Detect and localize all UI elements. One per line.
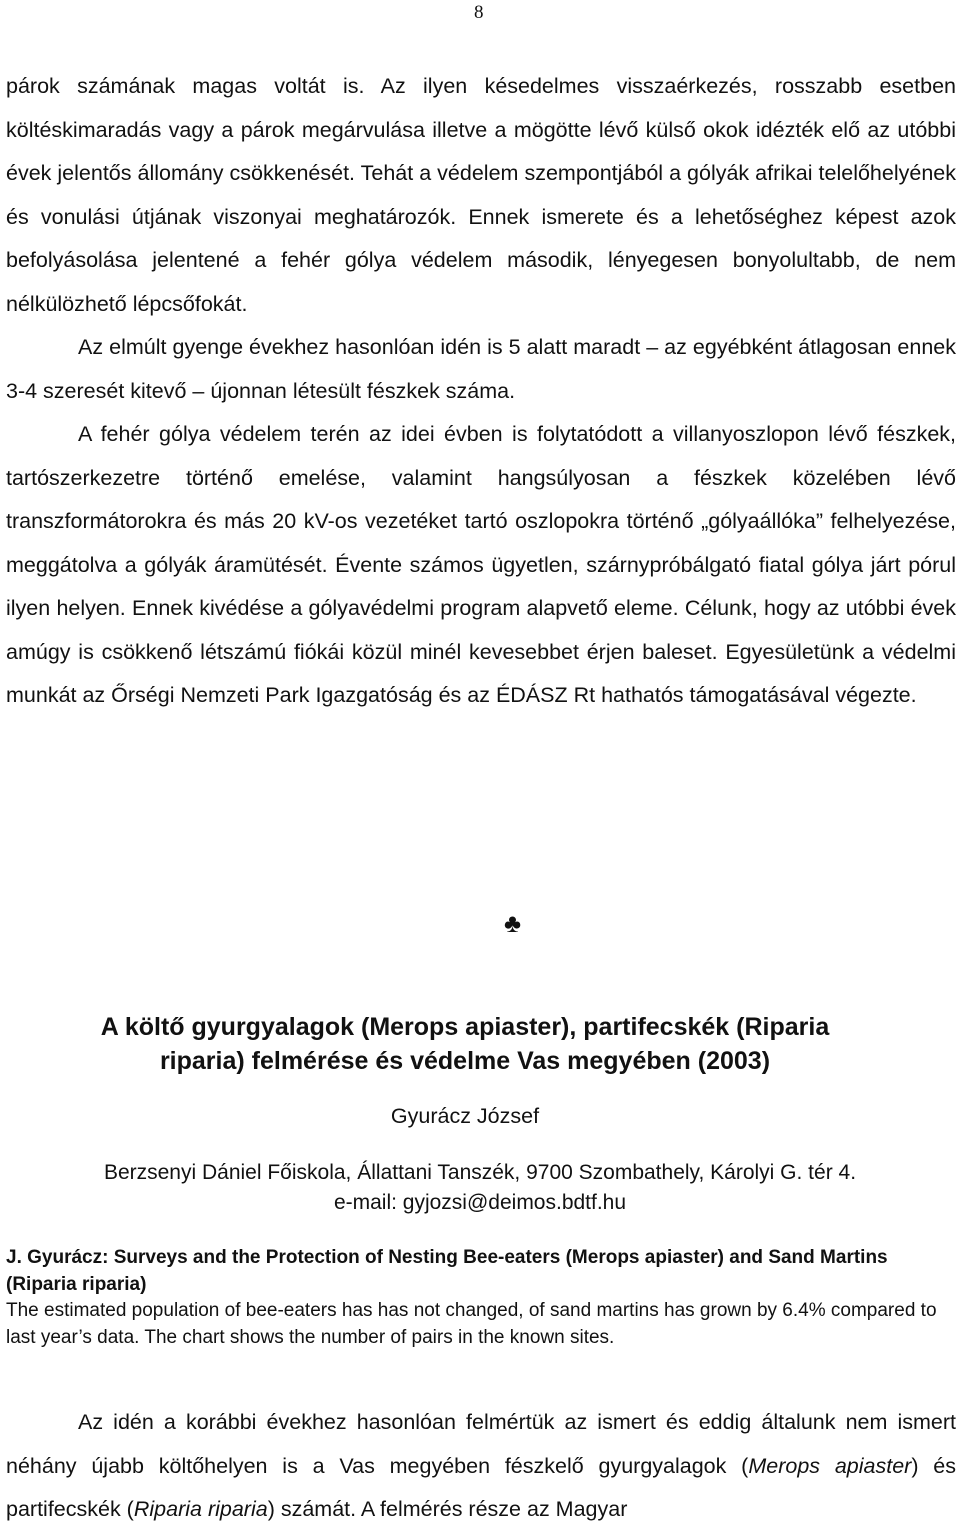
paragraph: párok számának magas voltát is. Az ilyen késedelmes visszaérkezés, rosszabb esetben költéskimaradás vagy a párok megárvulása illetve a mögötte lévő külső okok idézték elő az utóbbi évek jelentős állomány csökkenését. Tehát a védelem szempontjából a gólyák afrikai telelőhelyének és vonulási útjának viszonyai meghatározók. Ennek ismerete és a lehetőséghez képest azok befolyásolása jelentené a fehér gólya védelem második, lényegesen bonyolultabb, de nem nélkülözhető lépcsőfokát. xyxy=(6,74,956,316)
affiliation-block xyxy=(0,1158,960,1218)
club-suit-icon: ♣ xyxy=(504,908,522,938)
article-title xyxy=(0,1010,930,1078)
paragraph: A fehér gólya védelem terén az idei évben is folytatódott a villanyoszlopon lévő fészkek, tartószerkezetre történő emelése, valamint hangsúlyosan a fészkek közelében lévő transzformátorokra és más 20 kV-os vezetéket tartó oszlopokra történő „gólyaállóka” felhelyezése, meggátolva a gólyák áramütését. Évente számos ügyetlen, szárnypróbálgató fiatal gólya járt pórul ilyen helyen. Ennek kivédése a gólyavédelmi program alapvető eleme. Célunk, hogy az utóbbi évek amúgy is csökkenő létszámú fiókái közül minél kevesebbet érjen baleset. Egyesületünk a védelmi munkát az Őrségi Nemzeti Park Igazgatóság és az ÉDÁSZ Rt hathatós támogatásával végezte. xyxy=(6,422,956,707)
author: Gyurácz József xyxy=(390,1104,540,1128)
species-name: Merops apiaster xyxy=(748,1453,912,1478)
text-run: ) számát. A felmérés része az Magyar xyxy=(267,1497,628,1521)
email: e-mail: gyjozsi@deimos.bdtf.hu xyxy=(333,1191,627,1214)
english-abstract xyxy=(6,1245,956,1351)
intro-section xyxy=(6,65,956,718)
text-run: Az idén a korábbi évekhez hasonlóan felmértük az ismert és eddig általunk nem ismert néhány újabb költőhelyen is a Vas megyében fészkelő gyurgyalagok ( xyxy=(6,1410,956,1478)
text-run: ) és partifecskék ( xyxy=(6,1453,957,1521)
page-number: 8 xyxy=(474,2,484,23)
paragraph: Az elmúlt gyenge évekhez hasonlóan idén is 5 alatt maradt – az egyébként átlagosan ennek 3-4 szeresét kitevő – újonnan létesült fészkek száma. xyxy=(6,335,956,403)
abstract-title: J. Gyurácz: Surveys and the Protection of Nesting Bee-eaters (Merops apiaster) and Sand Martins (Riparia riparia) xyxy=(6,1247,888,1295)
main-section xyxy=(6,1401,956,1532)
paragraph xyxy=(6,1401,956,1532)
title-line: riparia) felmérése és védelme Vas megyében (2003) xyxy=(159,1047,771,1075)
affiliation: Berzsenyi Dániel Főiskola, Állattani Tanszék, 9700 Szombathely, Károlyi G. tér 4. xyxy=(103,1161,857,1184)
species-name: Riparia riparia xyxy=(133,1497,268,1521)
abstract-text: The estimated population of bee-eaters has has not changed, of sand martins has grown by 6.4% compared to last year’s data. The chart shows the number of pairs in the known sites. xyxy=(6,1300,937,1348)
title-line: A költő gyurgyalagok (Merops apiaster), partifecskék (Riparia xyxy=(100,1013,830,1041)
